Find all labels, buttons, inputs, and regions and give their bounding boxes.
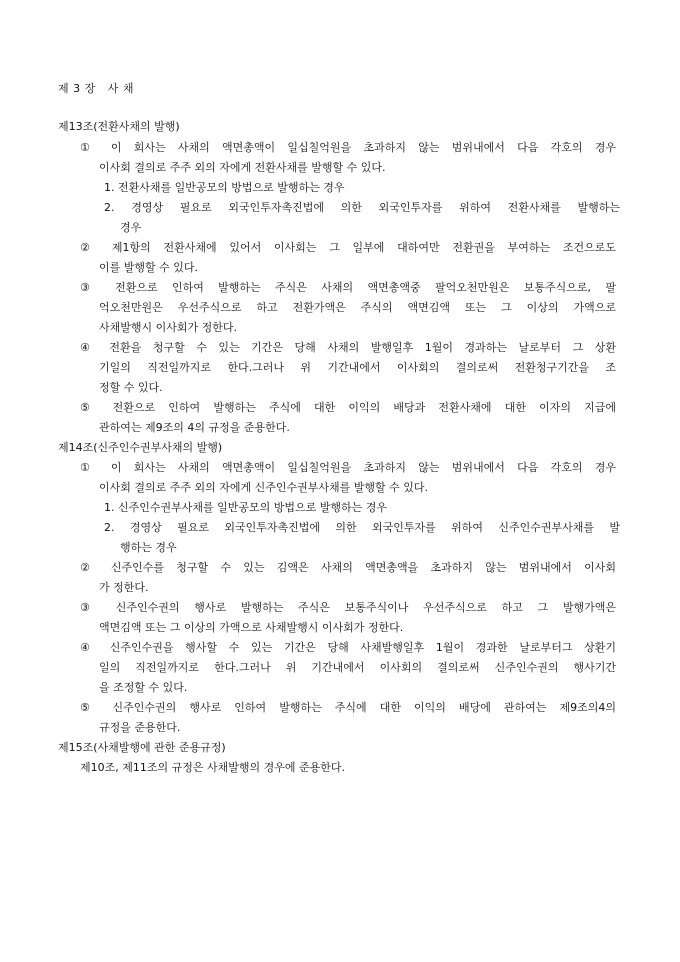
paragraph-line: 이사회 결의로 주주 외의 자에게 전환사채를 발행할 수 있다. <box>99 161 386 174</box>
paragraph-line: 기일의 직전일까지로 한다.그러나 위 기간내에서 이사회의 결의로써 전환청구기간을 조 <box>99 361 616 374</box>
paragraph-line: 억오천만원은 우선주식으로 하고 전환가액은 주식의 액면김액 또는 그 이상의 가액으로 <box>99 301 616 314</box>
paragraph-line: ① 이 회사는 사채의 액면총액이 일십칠억원을 초과하지 않는 범위내에서 다음 각호의 경우 <box>80 461 616 474</box>
item-line: 행하는 경우 <box>120 541 177 554</box>
paragraph-line: ③ 전환으로 인하여 발행하는 주식은 사채의 액면총액중 팔억오천만원은 보통주식으로, 팔 <box>80 281 616 294</box>
paragraph-line: ④ 전환을 청구할 수 있는 기간은 당해 사채의 발행일후 1월이 경과하는 날로부터 그 상환 <box>80 341 616 354</box>
item-line: 1. 신주인수권부사채를 일반공모의 방법으로 발행하는 경우 <box>104 501 387 514</box>
paragraph-line: 이사회 결의로 주주 외의 자에게 신주인수권부사채를 발행할 수 있다. <box>99 481 428 494</box>
paragraph-line: 가 정한다. <box>99 581 149 594</box>
paragraph-line: 액면김액 또는 그 이상의 가액으로 사채발행시 이사회가 정한다. <box>99 621 404 634</box>
paragraph-line: ④ 신주인수권을 행사할 수 있는 기간은 당해 사채발행일후 1월이 경과한 날로부터그 상환기 <box>80 641 616 654</box>
item-line: 2. 경영상 필요로 외국인투자촉진법에 의한 외국인투자를 위하여 신주인수권부사채를 발 <box>104 521 620 534</box>
paragraph-line: ⑤ 신주인수권의 행사로 인하여 발행하는 주식에 대한 이익의 배당에 관하여는 제9조의4의 <box>80 701 616 714</box>
paragraph-line: 관하여는 제9조의 4의 규정을 준용한다. <box>99 421 290 434</box>
paragraph-line: 사채발행시 이사회가 정한다. <box>99 321 238 334</box>
chapter-heading: 제 3 장 사 채 <box>58 82 134 95</box>
item-line: 경우 <box>120 221 142 234</box>
paragraph-line: 제10조, 제11조의 규정은 사채발행의 경우에 준용한다. <box>80 761 345 774</box>
paragraph-line: 을 조정할 수 있다. <box>99 681 188 694</box>
paragraph-line: ③ 신주인수권의 행사로 발행하는 주식은 보통주식이나 우선주식으로 하고 그 발행가액은 <box>80 601 616 614</box>
paragraph-line: ② 제1항의 전환사채에 있어서 이사회는 그 일부에 대하여만 전환권을 부여하는 조건으로도 <box>80 241 616 254</box>
paragraph-line: 정할 수 있다. <box>99 381 163 394</box>
item-line: 2. 경영상 필요로 외국인투자촉진법에 의한 외국인투자를 위하여 전환사채를 발행하는 <box>104 201 620 214</box>
paragraph-line: ① 이 회사는 사채의 액면총액이 일십칠억원을 초과하지 않는 범위내에서 다음 각호의 경우 <box>80 141 616 154</box>
paragraph-line: ⑤ 전환으로 인하여 발행하는 주식에 대한 이익의 배당과 전환사채에 대한 이자의 지급에 <box>80 401 616 414</box>
article-heading: 제14조(신주인수권부사채의 발행) <box>58 441 223 454</box>
paragraph-line: 이를 발행할 수 있다. <box>99 261 198 274</box>
article-heading: 제15조(사채발행에 관한 준용규정) <box>58 741 226 754</box>
paragraph-line: 일의 직전일까지로 한다.그러나 위 기간내에서 이사회의 결의로써 신주인수권의 행사기간 <box>99 661 616 674</box>
paragraph-line: 규정을 준용한다. <box>99 721 181 734</box>
item-line: 1. 전환사채를 일반공모의 방법으로 발행하는 경우 <box>104 181 345 194</box>
article-heading: 제13조(전환사채의 발행) <box>58 120 180 133</box>
paragraph-line: ② 신주인수를 청구할 수 있는 김액은 사채의 액면총액을 초과하지 않는 범위내에서 이사회 <box>80 561 616 574</box>
